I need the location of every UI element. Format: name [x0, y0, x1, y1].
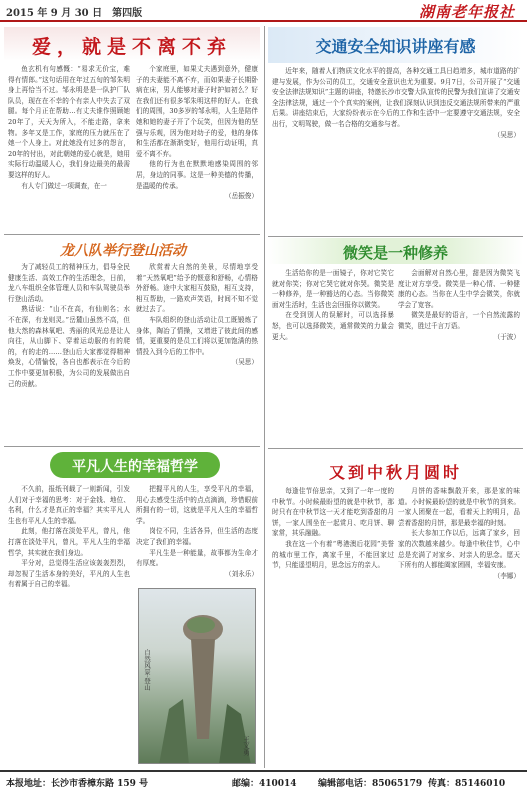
section-divider	[4, 446, 260, 447]
author-sign: （吴思）	[231, 358, 258, 367]
author-sign: （吴思）	[493, 130, 520, 139]
paragraph: 有人专门做过一项调查，在一	[21, 181, 107, 190]
landscape-photo	[138, 588, 256, 764]
paragraph: 近年来，随着人们物质文化水平的提高，各种交通工具日趋增多，城市道路的扩建与发展，作为公司的员工，交通安全意识也尤为重要。9月7日，公司开展了“交通安全法律法规知识”主题的讲座，特邀长沙市交警大队宣传的民警为我们宣讲了交通安全法律法规，通过一个个真实的案例，让我们深刻认识到违反交通法规所带来的严重后果。讲座结束后，大家纷纷表示在今后的工作和生活中一定要遵守交通法规，安全出行，文明驾驶，做一名合格的交通参与者。	[272, 67, 520, 128]
paragraph: 我在这一个有着“粤港澳后花园”美誉的城市里工作，离家千里，不能回家过节，只能遥望明月，思念远方的亲人。	[272, 539, 394, 570]
article-title: 又到中秋月圆时	[328, 463, 462, 482]
paragraph: 鱼玄机有句感慨：“易求无价宝，难得有情郎。”这句话用在年过五旬的邹朱明身上再恰当不过。邹永明是是一队护厂队队员，现在在不幸的个有亲人中失去了双腿。每个月正在帮助…有丈夫谁作照顾她20年了，天天为所入，不能走路，拿来物。多年又是工作，家庭的压力就压在了她一个人身上。对此她没有过多的怨言，20年的付出，对此朝她的爱心就是，她用实际行动温暖人心，我们身边最美的最需要这样的好人。	[8, 65, 130, 179]
photo-credit: 王义勇	[242, 735, 250, 755]
page-header	[0, 0, 527, 22]
article-body	[272, 66, 520, 234]
author-sign: （李娜）	[493, 571, 520, 580]
footer-address: 本报地址：长沙市香樟东路 159 号	[6, 779, 149, 788]
paragraph: 为了减轻员工的精神压力，倡导全民健康生活、高效工作的生活理念，日前，龙八车组织全体管理人员和车队驾驶员举行登山活动。	[8, 263, 130, 303]
paragraph: 会面解对自然心里，甜是因为微笑飞度让对方享受。微笑是一种心情、一种健康的心态。当你在人生中学会微笑，你就学会了宽容。	[398, 269, 520, 309]
article-title: 微笑是一种修养	[342, 244, 448, 262]
article-title: 爱，就是不离不弃	[31, 36, 232, 58]
author-sign: （刘永乐）	[225, 569, 258, 578]
paragraph: 个家庭里，如果丈夫遇到意外，健康子的夫妻能不离不弃，而如果妻子长期卧病在床，男人能够对妻子时护如初么？好在我们还有很多邹朱明这样的好人。在我们的周围，30多岁的邹永明，人生是陪伴她和她的妻子开了个玩笑，但因为他的坚强与乐观，因为他对幼子的爱，他的身体和生活都在渐渐变好，他用行动证明，真爱不离不弃。	[136, 65, 258, 158]
paragraph: 熟话说：“山不在高，有仙则名；水不在深，有龙则灵。”岳麓山虽然不高，但他大然的森林氧吧、秀丽的风光总是让人向往，从山脚下、穿着运动服的有的爬的，有的走的……登山后大家都觉得精神焕发，心情愉悦，各自也都表示在今后的工作中要更加积极，为公司的发展做出自己的贡献。	[8, 305, 130, 388]
article-body	[8, 484, 130, 766]
article-body	[8, 262, 130, 444]
paragraph: 长大参加工作以后，远离了家乡，回家的次数越来越少。每逢中秋佳节，心中总是充满了对家乡、对亲人的思念。愿天下所有的人都能阖家团圆，幸福安康。	[398, 529, 520, 570]
rock-pillar-image	[139, 589, 256, 764]
section-divider	[4, 234, 260, 235]
page-footer	[0, 770, 527, 788]
article-body	[136, 64, 258, 232]
article-title: 交通安全知识讲座有感	[315, 37, 476, 56]
issue-date: 2015 年 9 月 30 日 第四版	[6, 8, 143, 19]
article-body	[272, 268, 394, 446]
paragraph: 生活给你的是一面镜子，你对它笑它就对你笑；你对它哭它就对你哭。微笑是一种修养，是一种豁达的心态。当你微笑面对生活时，生活也会回报你以微笑。	[272, 269, 394, 309]
photo-caption: 自然风景·登山	[143, 649, 151, 691]
section-divider	[268, 448, 523, 449]
article-body	[398, 486, 520, 766]
paragraph: 欣赏着大自然的美景，尽情地享受着“天然氧吧”给予的惬意和舒畅，心情格外舒畅。途中大家相互鼓励，相互支持，相互帮助，一路欢声笑语，时间不知不觉就过去了。	[136, 263, 258, 314]
paragraph: 岗位不同，生活各异，但生活的态度决定了我们的幸福。	[136, 527, 258, 546]
author-sign: （于波）	[493, 332, 520, 341]
paragraph: 每逢佳节倍思亲，又到了一年一度的中秋节。小时候最盼望的就是中秋节，那时只有在中秋节这一天才能吃到香甜的月饼，一家人围坐在一起赏月、吃月饼、聊家常，其乐融融。	[272, 487, 394, 538]
masthead-logo: 湖南老年报社	[418, 3, 515, 21]
article-body	[8, 64, 130, 232]
paragraph: 此刻，他打落在淡处平凡，曾凡，他打落在淡处平凡，曾凡，平凡人生的幸福哲学，其实就在我们身边。	[8, 527, 130, 557]
footer-postcode: 邮编：410014	[232, 779, 297, 788]
column-divider	[264, 26, 265, 768]
article-title: 龙八队举行登山活动	[60, 243, 186, 259]
footer-fax: 传真：85146010	[428, 779, 506, 788]
paragraph: 月饼的香味飘散开来，那是家的味道。小时候最盼望的就是中秋节的到来。一家人团聚在一起，看着天上的明月，品尝着香甜的月饼，那是最幸福的时刻。	[398, 487, 520, 527]
paragraph: 在受到别人的误解时，可以选择暴怒，也可以选择微笑，通常微笑的力量会更大。	[272, 311, 394, 341]
article-body	[136, 262, 258, 444]
paragraph: 微笑是最好的语言，一个自然流露的微笑，胜过千言万语。	[398, 311, 520, 330]
article-body	[272, 486, 394, 766]
paragraph: 车队组织的登山活动让员工既锻炼了身体，陶冶了情操，又增进了彼此间的感情，更重要的是员工们将以更加饱满的热情投入到今后的工作中。	[136, 315, 258, 356]
article-body	[136, 484, 258, 584]
article-title: 平凡人生的幸福哲学	[72, 459, 198, 475]
section-divider	[268, 236, 523, 237]
paragraph: 把握平凡的人生，享受平凡的幸福，用心去感受生活中的点点滴滴，珍惜眼前所拥有的一切，这就是平凡人生的幸福哲学。	[136, 485, 258, 525]
article-body	[398, 268, 520, 446]
footer-phone: 编辑部电话：85065179	[318, 779, 423, 788]
paragraph: 不久前，报纸刊载了一则新闻，引发人们对于幸福的思考：对于金钱、地位、名利，什么才是真正的幸福？其实平凡人生也有平凡人生的幸福。	[8, 485, 130, 525]
paragraph: 平分对，总觉得生活应该轰轰烈烈，却忽视了生活本身的美好，平凡的人生也有着属于自己的幸福。	[8, 559, 130, 589]
author-sign: （岳振俊）	[225, 192, 258, 201]
paragraph: 他的行为也在默默地感染周围的邻居，身边的同事。这是一种美德的传播，是温暖的传承。	[136, 160, 258, 190]
paragraph: 平凡生是一种能量，故事都为生命才有厚度。	[136, 548, 258, 568]
